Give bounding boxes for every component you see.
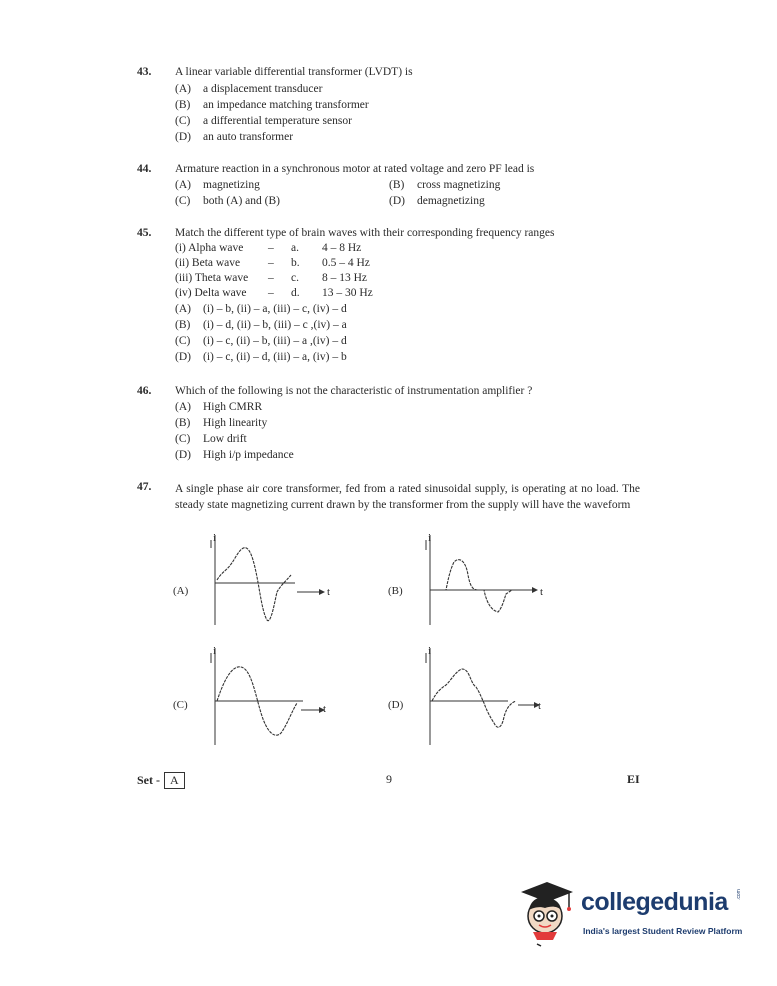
- graph-b-label: (B): [388, 585, 403, 597]
- collegedunia-logo: [517, 878, 747, 948]
- option-a: (A) a displacement transducer: [175, 83, 323, 95]
- graph-d-y-label: i: [428, 645, 432, 657]
- option-c: (C) (i) – c, (ii) – b, (iii) – a ,(iv) – d: [175, 335, 347, 347]
- question-stem: A linear variable differential transformer (LVDT) is: [175, 66, 413, 78]
- graph-c-x-label: t: [323, 703, 327, 715]
- waveform-graph-b: [420, 530, 550, 630]
- option-d: (D) demagnetizing: [389, 195, 485, 207]
- page-number: 9: [386, 772, 392, 786]
- option-c: (C) Low drift: [175, 433, 247, 445]
- option-d: (D) High i/p impedance: [175, 449, 294, 461]
- graph-a-x-label: t: [327, 586, 331, 598]
- match-row: (i) Alpha wave – a. 4 – 8 Hz: [175, 242, 362, 254]
- set-box: A: [164, 772, 185, 789]
- set-indicator: Set - A: [137, 772, 185, 789]
- paper-code: EI: [627, 772, 640, 786]
- option-a: (A) High CMRR: [175, 401, 263, 413]
- option-b: (B) (i) – d, (ii) – b, (iii) – c ,(iv) – a: [175, 319, 347, 331]
- option-c: (C) both (A) and (B): [175, 195, 280, 207]
- question-number: 45.: [137, 227, 152, 239]
- brand-name: collegedunia: [581, 888, 728, 916]
- option-a: (A) magnetizing: [175, 179, 260, 191]
- match-row: (iv) Delta wave – d. 13 – 30 Hz: [175, 287, 373, 299]
- graph-d-x-label: t: [538, 700, 542, 712]
- option-a: (A) (i) – b, (ii) – a, (iii) – c, (iv) – d: [175, 303, 347, 315]
- graph-a-y-label: i: [213, 532, 217, 544]
- brand-domain: .com: [736, 889, 742, 900]
- question-number: 44.: [137, 163, 152, 175]
- brand-tagline: India's largest Student Review Platform: [583, 926, 743, 936]
- graph-d-label: (D): [388, 699, 404, 711]
- match-row: (iii) Theta wave – c. 8 – 13 Hz: [175, 272, 368, 284]
- option-b: (B) an impedance matching transformer: [175, 99, 369, 111]
- option-c: (C) a differential temperature sensor: [175, 115, 352, 127]
- question-stem: Match the different type of brain waves with their corresponding frequency ranges: [175, 227, 555, 239]
- graph-c-label: (C): [173, 699, 188, 711]
- waveform-graph-a: [205, 530, 340, 630]
- graph-b-y-label: i: [428, 532, 432, 544]
- option-b: (B) High linearity: [175, 417, 268, 429]
- option-b: (B) cross magnetizing: [389, 179, 501, 191]
- question-stem: A single phase air core transformer, fed from a rated sinusoidal supply, is operating at no load. The steady state magnetizing current drawn by the transformer from the supply will have the waveform: [175, 483, 640, 511]
- question-stem: Which of the following is not the characteristic of instrumentation amplifier ?: [175, 385, 533, 397]
- question-stem: Armature reaction in a synchronous motor at rated voltage and zero PF lead is: [175, 163, 535, 175]
- option-d: (D) (i) – c, (ii) – d, (iii) – a, (iv) – b: [175, 351, 347, 363]
- question-number: 43.: [137, 66, 152, 78]
- graph-c-y-label: i: [213, 645, 217, 657]
- match-row: (ii) Beta wave – b. 0.5 – 4 Hz: [175, 257, 370, 269]
- question-number: 47.: [137, 481, 152, 493]
- waveform-graph-d: [420, 643, 550, 748]
- question-number: 46.: [137, 385, 152, 397]
- graph-b-x-label: t: [540, 586, 544, 598]
- graph-a-label: (A): [173, 585, 189, 597]
- mascot-icon: [517, 878, 577, 948]
- waveform-graph-c: [205, 643, 340, 748]
- option-d: (D) an auto transformer: [175, 131, 294, 143]
